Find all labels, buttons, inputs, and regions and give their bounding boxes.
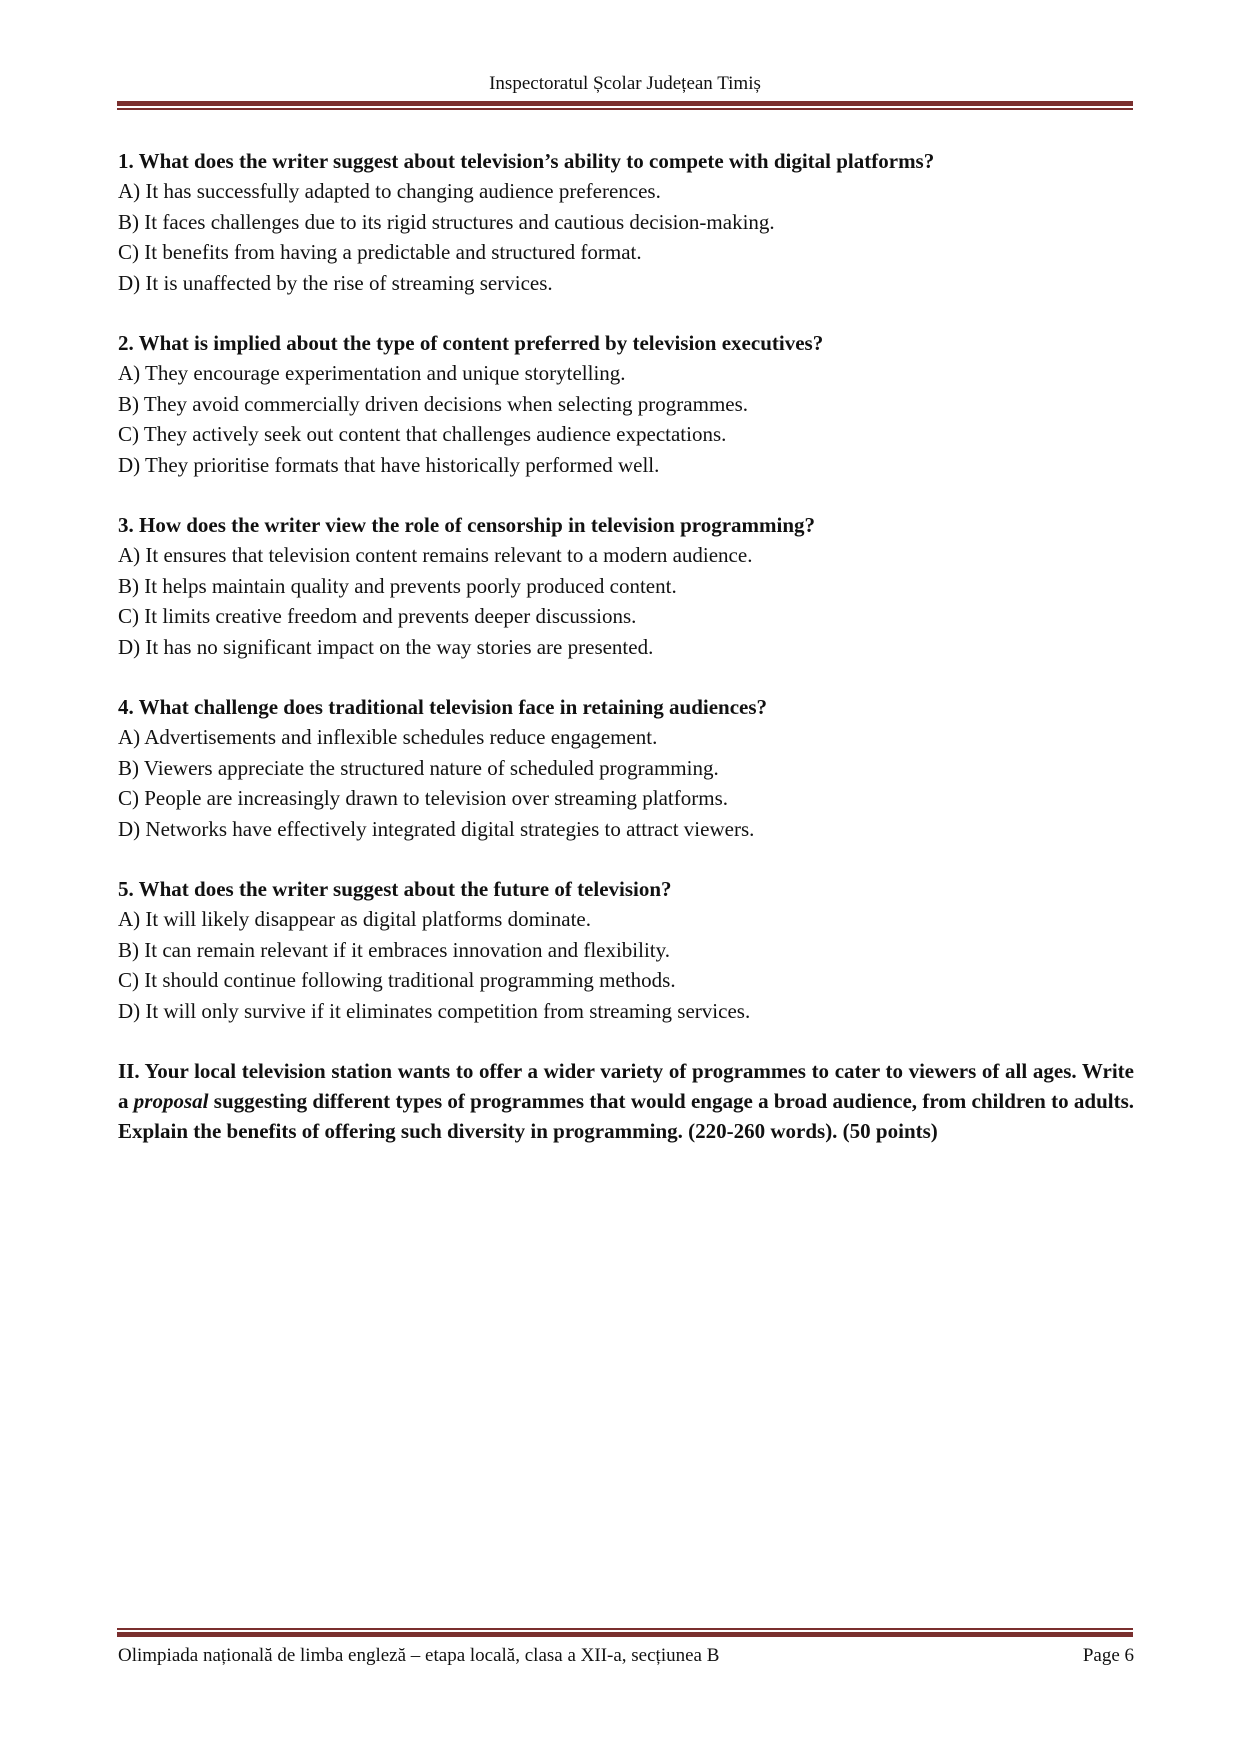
task-emphasis: proposal <box>133 1089 209 1113</box>
footer-rule-thick <box>117 1632 1133 1637</box>
option-c: C) It benefits from having a predictable and structured format. <box>118 240 642 264</box>
footer-text: Olimpiada națională de limba engleză – etapa locală, clasa a XII-a, secțiunea B <box>118 1645 720 1666</box>
option-b: B) Viewers appreciate the structured nature of scheduled programming. <box>118 755 719 780</box>
task-text-after: suggesting different types of programmes that would engage a broad audience, from children to adults. Explain the benefits of offering such diversity in programming. (220-260 words). (50 points) <box>118 1089 1135 1143</box>
page-header <box>117 72 1133 96</box>
footer-rule-thin <box>117 1628 1133 1630</box>
question-title: 5. What does the writer suggest about the future of television? <box>118 877 672 901</box>
document-body <box>118 146 1134 1146</box>
option-a: A) It will likely disappear as digital platforms dominate. <box>118 907 591 931</box>
question-title: 2. What is implied about the type of content preferred by television executives? <box>118 331 824 355</box>
option-c: C) It should continue following traditional programming methods. <box>118 968 676 992</box>
option-a: A) It has successfully adapted to changing audience preferences. <box>118 179 661 203</box>
option-a: A) It ensures that television content remains relevant to a modern audience. <box>118 543 753 567</box>
header-title: Inspectoratul Școlar Județean Timiș <box>489 73 761 94</box>
question-1 <box>118 146 1134 298</box>
header-rule <box>117 101 1133 110</box>
option-c: C) It limits creative freedom and prevents deeper discussions. <box>118 604 637 628</box>
page-number: Page 6 <box>1082 1645 1134 1666</box>
question-2 <box>118 328 1134 480</box>
option-a: A) Advertisements and inflexible schedules reduce engagement. <box>118 725 658 749</box>
option-d: D) It has no significant impact on the way stories are presented. <box>118 634 654 659</box>
option-d: D) They prioritise formats that have historically performed well. <box>118 452 660 477</box>
option-b: B) It can remain relevant if it embraces innovation and flexibility. <box>118 937 671 962</box>
page-footer <box>118 1644 1134 1668</box>
option-b: B) They avoid commercially driven decisions when selecting programmes. <box>118 391 749 416</box>
option-c: C) People are increasingly drawn to television over streaming platforms. <box>118 786 728 810</box>
option-d: D) Networks have effectively integrated digital strategies to attract viewers. <box>118 816 755 841</box>
question-title: 3. How does the writer view the role of censorship in television programming? <box>118 513 816 537</box>
footer-rule <box>117 1628 1133 1637</box>
writing-task <box>118 1056 1134 1146</box>
option-b: B) It faces challenges due to its rigid structures and cautious decision-making. <box>118 209 775 234</box>
header-rule-thin <box>117 108 1133 110</box>
option-b: B) It helps maintain quality and prevents poorly produced content. <box>118 573 677 598</box>
header-rule-thick <box>117 101 1133 106</box>
option-c: C) They actively seek out content that challenges audience expectations. <box>118 422 727 446</box>
option-d: D) It will only survive if it eliminates competition from streaming services. <box>118 998 751 1023</box>
question-4 <box>118 692 1134 844</box>
question-5 <box>118 874 1134 1026</box>
option-a: A) They encourage experimentation and unique storytelling. <box>118 361 626 385</box>
task-text-before: II. Your local television station wants to offer a wider variety of programmes to cater to viewers of all ages. Write a <box>118 1059 1134 1113</box>
question-3 <box>118 510 1134 662</box>
option-d: D) It is unaffected by the rise of streaming services. <box>118 270 553 295</box>
question-title: 1. What does the writer suggest about television’s ability to compete with digital platforms? <box>118 149 935 173</box>
question-title: 4. What challenge does traditional television face in retaining audiences? <box>118 695 768 719</box>
